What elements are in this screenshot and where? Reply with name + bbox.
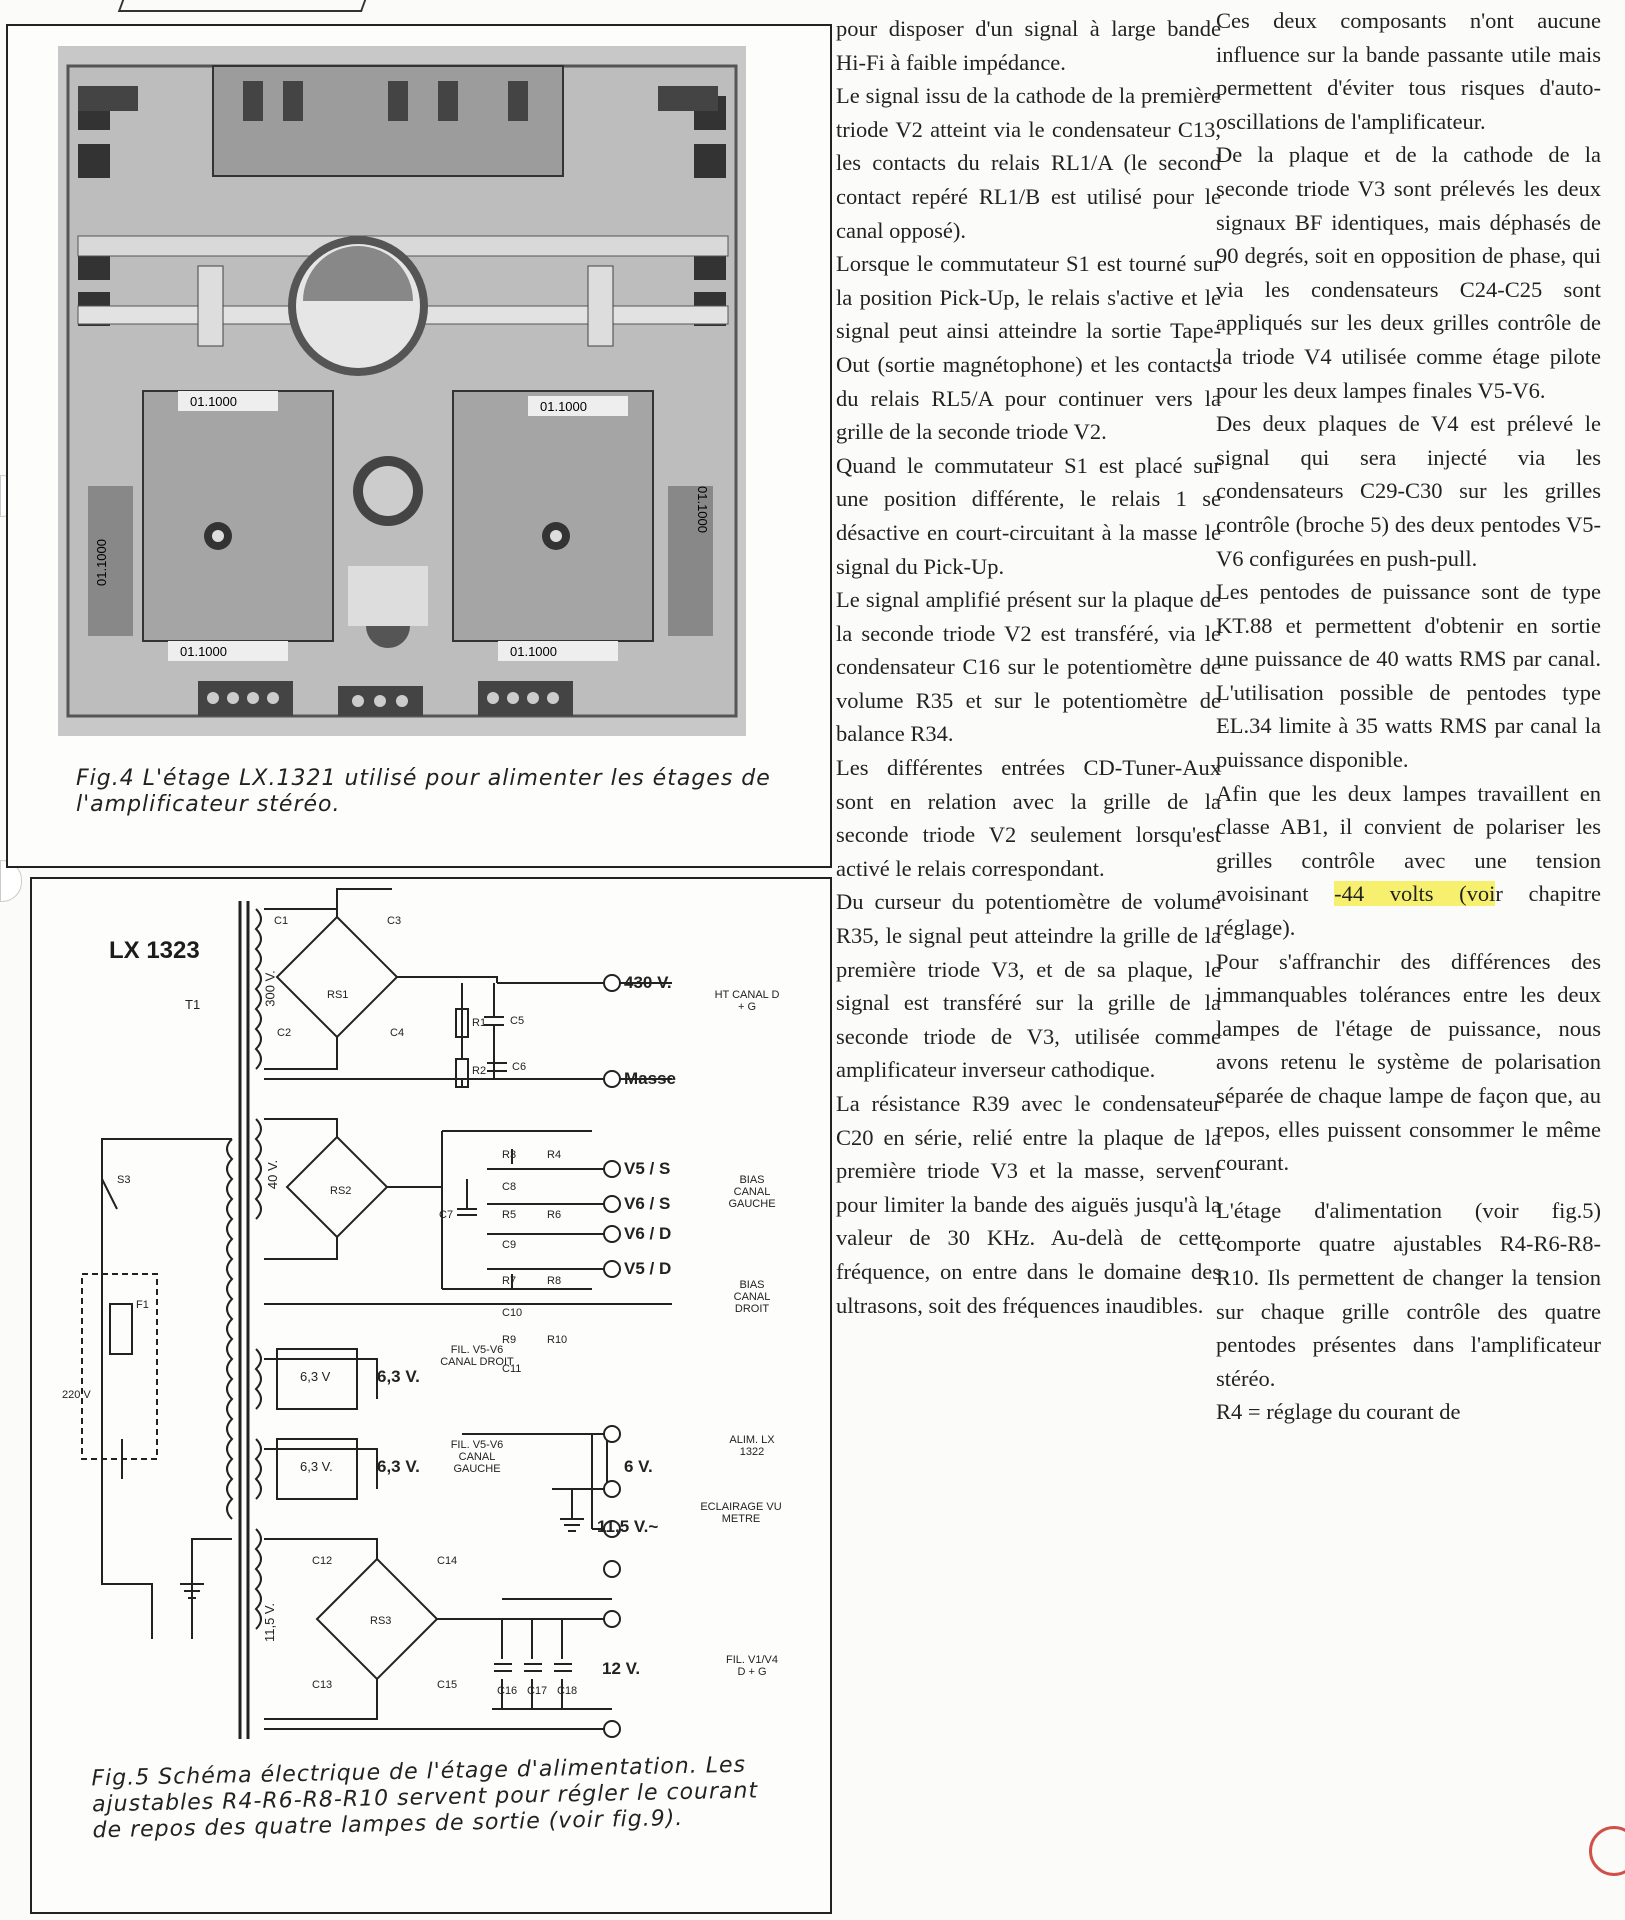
schematic-title: LX 1323: [109, 937, 200, 964]
board-label: 01.1000: [190, 394, 237, 409]
winding-label: 40 V.: [265, 1159, 281, 1190]
part-label: RS3: [370, 1615, 392, 1627]
paragraph: Pour s'affranchir des différences des immanquables tolérances entre les deux lampes de l'étage de puissance, nous avons retenu le système de polarisation séparée de chaque lampe de façon que, au repos, elles puissent consommer le même courant.: [1216, 948, 1601, 1176]
part-label: C11: [502, 1363, 522, 1375]
output-label: BIAS CANAL DROIT: [733, 1279, 771, 1315]
fuse-label: F1: [136, 1299, 149, 1311]
text-column-left: [836, 12, 1221, 1322]
output-value: 6,3 V.: [377, 1367, 420, 1386]
output-value: Masse: [624, 1069, 676, 1088]
figure-4-caption: Fig.4 L'étage LX.1321 utilisé pour alimenter les étages de l'amplificateur stéréo.: [76, 766, 771, 817]
board-label: 01.1000: [540, 399, 587, 414]
board-label: 01.1000: [94, 539, 109, 586]
winding-label: 6,3 V.: [300, 1459, 333, 1474]
paragraph: Lorsque le commutateur S1 est tourné sur la position Pick-Up, le relais s'active et le signal peut ainsi atteindre la sortie Tape-Out (sortie magnétophone) et les contacts du relais RL5/A pour continuer vers la grille de la seconde triode V2.: [836, 251, 1221, 445]
winding-label: 6,3 V: [300, 1369, 331, 1384]
output-value: 11,5 V.~: [597, 1517, 659, 1536]
paragraph: R4 = réglage du courant de: [1216, 1399, 1461, 1425]
paragraph: Les différentes entrées CD-Tuner-Aux sont en relation avec la grille de la seconde triode V2 seulement lorsqu'est activé le relais correspondant.: [836, 755, 1221, 881]
paragraph: Des deux plaques de V4 est prélevé le signal qui sera injecté via les condensateurs C29-C30 sur les grilles contrôle (broche 5) des deux pentodes V5-V6 configurées en push-pull.: [1216, 411, 1601, 571]
part-label: C8: [502, 1181, 517, 1193]
part-label: C3: [387, 915, 402, 927]
part-label: C12: [312, 1555, 333, 1567]
paragraph: Du curseur du potentiomètre de volume R35, le signal peut atteindre la grille de la première triode V3, et de sa plaque, le signal est transféré sur la grille de la seconde triode de V3, utilisée comme amplificateur inverseur cathodique.: [836, 889, 1221, 1083]
part-label: C13: [312, 1679, 333, 1691]
part-label: C9: [502, 1239, 517, 1251]
part-label: C7: [439, 1209, 454, 1221]
paragraph: [1216, 777, 1601, 945]
paragraph: Ces deux composants n'ont aucune influence sur la bande passante utile mais permettent d'éviter tous risques d'auto-oscillations de l'amplificateur.: [1216, 8, 1601, 134]
output-label: ALIM. LX 1322: [729, 1434, 775, 1458]
winding-label: 300 V.: [262, 970, 278, 1007]
part-label: R6: [547, 1209, 562, 1221]
pcb-photo-drawing: [58, 46, 746, 736]
part-label: C18: [557, 1685, 578, 1697]
board-label: 01.1000: [180, 644, 227, 659]
part-label: R10: [547, 1334, 568, 1346]
part-label: C2: [277, 1027, 292, 1039]
part-label: C4: [390, 1027, 405, 1039]
figure-5-caption: Fig.5 Schéma électrique de l'étage d'alimentation. Les ajustables R4-R6-R8-R10 servent pour régler le courant de repos des quatre lampes de sortie (voir fig.9).: [91, 1752, 759, 1844]
board-label: 01.1000: [695, 486, 710, 533]
paragraph: Les pentodes de puissance sont de type KT.88 et permettent d'obtenir en sortie une puissance de 40 watts RMS par canal. L'utilisation possible de pentodes type EL.34 limite à 35 watts RMS par canal la puissance disponible.: [1216, 579, 1601, 773]
mains-label: 220 V: [62, 1389, 91, 1401]
highlighted-text: -44 volts (voi: [1334, 881, 1496, 907]
board-label: 01.1000: [510, 644, 557, 659]
output-label: BIAS CANAL GAUCHE: [728, 1174, 776, 1210]
page-corner-mark: [1589, 1826, 1625, 1876]
part-label: R2: [472, 1065, 487, 1077]
part-label: R5: [502, 1209, 517, 1221]
part-label: C10: [502, 1307, 523, 1319]
output-label: FIL. V5-V6 CANAL DROIT: [440, 1344, 514, 1368]
schematic-drawing: [32, 879, 830, 1739]
text-run: r chapitre réglage).: [1216, 881, 1601, 941]
part-label: RS2: [330, 1185, 352, 1197]
pcb-photo: [58, 46, 746, 736]
paragraph: pour disposer d'un signal à large bande Hi-Fi à faible impédance.: [836, 16, 1221, 75]
winding-label: 11,5 V.: [262, 1602, 278, 1643]
paragraph: Le signal amplifié présent sur la plaque de la seconde triode V2 est transféré, via le condensateur C16 sur le potentiomètre de volume R35 et sur le potentiomètre de balance R34.: [836, 587, 1221, 747]
paragraph: L'étage d'alimentation (voir fig.5) comporte quatre ajustables R4-R6-R8-R10. Ils permettent de changer la tension sur chaque grille contrôle des quatre pentodes présentes dans l'amplificateur stéréo.: [1216, 1197, 1601, 1391]
transformer-label: T1: [185, 997, 201, 1012]
paragraph: La résistance R39 avec le condensateur C20 en série, relié entre la plaque de la première triode V3 et la masse, servent pour limiter la bande des aiguës jusqu'à la valeur de 30 KHz. Au-delà de cette fréquence, on entre dans le domaine des ultrasons, soit des fréquences inaudibles.: [836, 1091, 1221, 1318]
text-column-right: [1216, 4, 1601, 1429]
part-label: C14: [437, 1555, 458, 1567]
output-label: FIL. V5-V6 CANAL GAUCHE: [450, 1439, 504, 1475]
output-value: 6 V.: [624, 1457, 653, 1476]
part-label: R9: [502, 1334, 517, 1346]
output-label: ECLAIRAGE VU METRE: [700, 1501, 782, 1525]
output-value: V6 / D: [624, 1224, 672, 1243]
output-value: 430 V.: [624, 973, 672, 992]
part-label: RS1: [327, 989, 349, 1001]
part-label: C16: [497, 1685, 518, 1697]
part-label: C5: [510, 1015, 525, 1027]
output-value: 6,3 V.: [377, 1457, 420, 1476]
part-label: R7: [502, 1275, 517, 1287]
output-label: HT CANAL D + G: [714, 989, 780, 1013]
part-label: R1: [472, 1017, 487, 1029]
output-label: FIL. V1/V4 D + G: [726, 1654, 778, 1678]
page-tab-mark: [118, 0, 366, 12]
part-label: C15: [437, 1679, 458, 1691]
figure-5: [30, 877, 832, 1914]
paragraph: De la plaque et de la cathode de la seconde triode V3 sont prélevés les deux signaux BF identiques, mais déphasés de 90 degrés, soit en opposition de phase, qui via les condensateurs C24-C25 sont appliqués sur les deux grilles contrôle de la triode V4 utilisée comme étage pilote pour les deux lampes finales V5-V6.: [1216, 142, 1601, 403]
paragraph: Quand le commutateur S1 est placé sur une position différente, le relais 1 se désactive en court-circuitant à la masse le signal du Pick-Up.: [836, 452, 1221, 579]
part-label: C17: [527, 1685, 548, 1697]
paragraph: Le signal issu de la cathode de la première triode V2 atteint via le condensateur C13, les contacts du relais RL1/A (le second contact repéré RL1/B est utilisé pour le canal opposé).: [836, 83, 1221, 243]
part-label: C6: [512, 1061, 527, 1073]
figure-4: [6, 24, 832, 868]
part-label: R8: [547, 1275, 562, 1287]
output-value: V5 / D: [624, 1259, 672, 1278]
output-value: V6 / S: [624, 1194, 671, 1213]
text-run: Afin que les deux lampes travaillent en classe AB1, il convient de polariser les grilles contrôle avec une tension avoisinant: [1216, 780, 1601, 907]
switch-label: S3: [117, 1174, 131, 1186]
output-value: V5 / S: [624, 1159, 671, 1178]
part-label: C1: [274, 915, 289, 927]
part-label: R4: [547, 1149, 562, 1161]
output-value: 12 V.: [602, 1659, 641, 1678]
part-label: R3: [502, 1149, 517, 1161]
